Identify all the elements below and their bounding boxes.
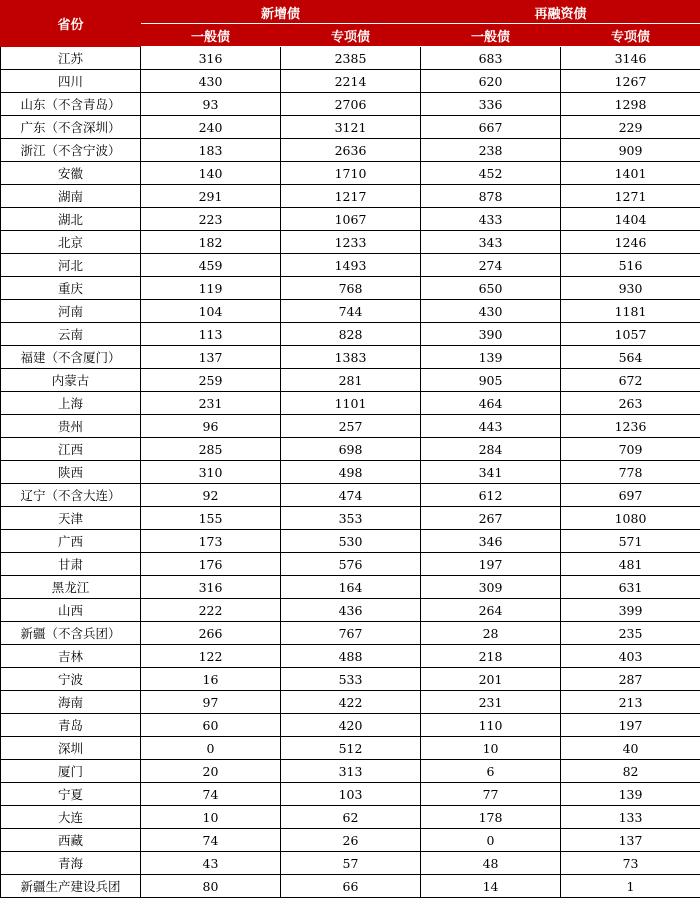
cell-new-general: 183	[141, 139, 281, 162]
table-row	[1, 852, 700, 875]
cell-re-special: 909	[561, 139, 700, 162]
cell-province: 厦门	[1, 760, 141, 783]
cell-province: 安徽	[1, 162, 141, 185]
cell-province: 河北	[1, 254, 141, 277]
cell-re-special: 73	[561, 852, 700, 875]
cell-re-general: 274	[421, 254, 561, 277]
cell-new-general: 119	[141, 277, 281, 300]
table-row	[1, 599, 700, 622]
header-re-special: 专项债	[561, 24, 700, 47]
cell-new-special: 498	[281, 461, 421, 484]
cell-new-general: 310	[141, 461, 281, 484]
cell-new-general: 240	[141, 116, 281, 139]
cell-re-special: 1057	[561, 323, 700, 346]
cell-province: 新疆（不含兵团）	[1, 622, 141, 645]
cell-re-special: 631	[561, 576, 700, 599]
cell-province: 新疆生产建设兵团	[1, 875, 141, 898]
table-row	[1, 461, 700, 484]
cell-re-general: 341	[421, 461, 561, 484]
cell-re-general: 139	[421, 346, 561, 369]
cell-re-special: 213	[561, 691, 700, 714]
cell-new-special: 164	[281, 576, 421, 599]
cell-province: 海南	[1, 691, 141, 714]
cell-new-special: 422	[281, 691, 421, 714]
cell-re-general: 10	[421, 737, 561, 760]
table-row	[1, 208, 700, 231]
cell-re-general: 336	[421, 93, 561, 116]
cell-new-special: 1383	[281, 346, 421, 369]
cell-new-special: 698	[281, 438, 421, 461]
table-row	[1, 116, 700, 139]
cell-province: 大连	[1, 806, 141, 829]
cell-province: 内蒙古	[1, 369, 141, 392]
table-row	[1, 737, 700, 760]
cell-new-general: 173	[141, 530, 281, 553]
cell-province: 福建（不含厦门）	[1, 346, 141, 369]
cell-re-general: 267	[421, 507, 561, 530]
cell-new-special: 1101	[281, 392, 421, 415]
cell-re-general: 390	[421, 323, 561, 346]
cell-new-general: 231	[141, 392, 281, 415]
table-row	[1, 300, 700, 323]
cell-new-general: 16	[141, 668, 281, 691]
cell-re-general: 201	[421, 668, 561, 691]
table-row	[1, 47, 700, 70]
cell-re-special: 564	[561, 346, 700, 369]
table-row	[1, 185, 700, 208]
cell-new-special: 474	[281, 484, 421, 507]
cell-re-special: 1236	[561, 415, 700, 438]
cell-new-general: 291	[141, 185, 281, 208]
cell-new-special: 103	[281, 783, 421, 806]
cell-new-special: 1067	[281, 208, 421, 231]
cell-new-special: 512	[281, 737, 421, 760]
cell-new-general: 459	[141, 254, 281, 277]
cell-re-general: 178	[421, 806, 561, 829]
cell-re-general: 343	[421, 231, 561, 254]
cell-new-general: 222	[141, 599, 281, 622]
cell-re-general: 346	[421, 530, 561, 553]
cell-new-special: 281	[281, 369, 421, 392]
cell-re-special: 1271	[561, 185, 700, 208]
cell-province: 浙江（不含宁波）	[1, 139, 141, 162]
cell-new-special: 66	[281, 875, 421, 898]
cell-province: 湖南	[1, 185, 141, 208]
cell-new-general: 74	[141, 829, 281, 852]
cell-new-general: 223	[141, 208, 281, 231]
cell-new-special: 57	[281, 852, 421, 875]
table-row	[1, 415, 700, 438]
cell-re-general: 284	[421, 438, 561, 461]
cell-re-general: 48	[421, 852, 561, 875]
table-row	[1, 254, 700, 277]
cell-new-general: 137	[141, 346, 281, 369]
table-body	[1, 47, 700, 898]
cell-new-general: 80	[141, 875, 281, 898]
cell-new-special: 420	[281, 714, 421, 737]
cell-new-special: 2214	[281, 70, 421, 93]
table-row	[1, 369, 700, 392]
cell-re-special: 571	[561, 530, 700, 553]
header-refinance-debt: 再融资债	[421, 1, 700, 24]
cell-province: 重庆	[1, 277, 141, 300]
table-row	[1, 93, 700, 116]
cell-province: 辽宁（不含大连）	[1, 484, 141, 507]
cell-re-general: 14	[421, 875, 561, 898]
cell-province: 江苏	[1, 47, 141, 70]
cell-re-general: 110	[421, 714, 561, 737]
cell-re-special: 697	[561, 484, 700, 507]
cell-re-general: 667	[421, 116, 561, 139]
cell-province: 云南	[1, 323, 141, 346]
cell-re-special: 82	[561, 760, 700, 783]
cell-province: 西藏	[1, 829, 141, 852]
cell-province: 江西	[1, 438, 141, 461]
cell-province: 天津	[1, 507, 141, 530]
cell-re-general: 77	[421, 783, 561, 806]
cell-re-special: 516	[561, 254, 700, 277]
table-row	[1, 507, 700, 530]
cell-re-special: 287	[561, 668, 700, 691]
cell-re-special: 672	[561, 369, 700, 392]
table-row	[1, 645, 700, 668]
cell-re-general: 620	[421, 70, 561, 93]
table-row	[1, 277, 700, 300]
cell-re-special: 235	[561, 622, 700, 645]
cell-re-special: 1181	[561, 300, 700, 323]
cell-new-general: 182	[141, 231, 281, 254]
cell-province: 河南	[1, 300, 141, 323]
cell-re-special: 139	[561, 783, 700, 806]
cell-re-special: 197	[561, 714, 700, 737]
cell-re-general: 650	[421, 277, 561, 300]
cell-new-general: 97	[141, 691, 281, 714]
cell-new-general: 10	[141, 806, 281, 829]
cell-re-general: 612	[421, 484, 561, 507]
header-province: 省份	[1, 1, 141, 47]
cell-re-general: 238	[421, 139, 561, 162]
cell-new-special: 533	[281, 668, 421, 691]
cell-province: 陕西	[1, 461, 141, 484]
table-row	[1, 783, 700, 806]
cell-province: 贵州	[1, 415, 141, 438]
cell-re-special: 1080	[561, 507, 700, 530]
cell-new-general: 60	[141, 714, 281, 737]
table-row	[1, 70, 700, 93]
cell-province: 山西	[1, 599, 141, 622]
cell-new-special: 3121	[281, 116, 421, 139]
table-row	[1, 829, 700, 852]
table-row	[1, 438, 700, 461]
cell-province: 四川	[1, 70, 141, 93]
cell-re-special: 481	[561, 553, 700, 576]
cell-new-special: 26	[281, 829, 421, 852]
cell-province: 山东（不含青岛）	[1, 93, 141, 116]
cell-new-general: 430	[141, 70, 281, 93]
cell-new-special: 1493	[281, 254, 421, 277]
cell-re-special: 1267	[561, 70, 700, 93]
cell-province: 广西	[1, 530, 141, 553]
cell-re-special: 137	[561, 829, 700, 852]
cell-re-general: 231	[421, 691, 561, 714]
cell-re-special: 403	[561, 645, 700, 668]
table-row	[1, 714, 700, 737]
cell-province: 深圳	[1, 737, 141, 760]
cell-re-general: 464	[421, 392, 561, 415]
table-row	[1, 392, 700, 415]
cell-new-special: 2706	[281, 93, 421, 116]
header-re-general: 一般债	[421, 24, 561, 47]
cell-province: 青岛	[1, 714, 141, 737]
cell-re-general: 264	[421, 599, 561, 622]
cell-province: 吉林	[1, 645, 141, 668]
cell-re-special: 1246	[561, 231, 700, 254]
cell-new-general: 316	[141, 576, 281, 599]
cell-re-special: 778	[561, 461, 700, 484]
header-new-special: 专项债	[281, 24, 421, 47]
table-row	[1, 691, 700, 714]
cell-new-general: 266	[141, 622, 281, 645]
table-row	[1, 553, 700, 576]
table-row	[1, 806, 700, 829]
cell-new-special: 576	[281, 553, 421, 576]
cell-province: 上海	[1, 392, 141, 415]
cell-re-general: 0	[421, 829, 561, 852]
cell-re-special: 930	[561, 277, 700, 300]
cell-province: 广东（不含深圳）	[1, 116, 141, 139]
cell-re-special: 709	[561, 438, 700, 461]
table-row	[1, 576, 700, 599]
table-row	[1, 622, 700, 645]
table-row	[1, 346, 700, 369]
table-row	[1, 668, 700, 691]
table-row	[1, 323, 700, 346]
cell-province: 黑龙江	[1, 576, 141, 599]
cell-new-general: 96	[141, 415, 281, 438]
cell-new-special: 1217	[281, 185, 421, 208]
table-row	[1, 530, 700, 553]
table-row	[1, 231, 700, 254]
cell-province: 北京	[1, 231, 141, 254]
cell-new-special: 767	[281, 622, 421, 645]
cell-re-general: 309	[421, 576, 561, 599]
table-row	[1, 139, 700, 162]
cell-province: 宁夏	[1, 783, 141, 806]
cell-new-general: 43	[141, 852, 281, 875]
cell-new-special: 313	[281, 760, 421, 783]
cell-province: 湖北	[1, 208, 141, 231]
table-row	[1, 875, 700, 898]
cell-new-special: 1710	[281, 162, 421, 185]
table-row	[1, 760, 700, 783]
cell-re-general: 683	[421, 47, 561, 70]
cell-new-special: 1233	[281, 231, 421, 254]
cell-re-general: 452	[421, 162, 561, 185]
cell-new-general: 74	[141, 783, 281, 806]
cell-new-general: 316	[141, 47, 281, 70]
cell-new-general: 285	[141, 438, 281, 461]
cell-re-special: 40	[561, 737, 700, 760]
cell-new-special: 62	[281, 806, 421, 829]
cell-new-special: 353	[281, 507, 421, 530]
cell-re-general: 443	[421, 415, 561, 438]
header-new-general: 一般债	[141, 24, 281, 47]
cell-province: 甘肃	[1, 553, 141, 576]
table-row	[1, 484, 700, 507]
cell-re-special: 1298	[561, 93, 700, 116]
cell-new-general: 113	[141, 323, 281, 346]
cell-re-general: 905	[421, 369, 561, 392]
cell-re-special: 133	[561, 806, 700, 829]
cell-province: 青海	[1, 852, 141, 875]
cell-new-special: 2385	[281, 47, 421, 70]
cell-new-special: 744	[281, 300, 421, 323]
cell-new-general: 122	[141, 645, 281, 668]
cell-re-special: 229	[561, 116, 700, 139]
cell-new-special: 436	[281, 599, 421, 622]
cell-new-general: 104	[141, 300, 281, 323]
cell-new-special: 257	[281, 415, 421, 438]
cell-re-general: 197	[421, 553, 561, 576]
cell-re-general: 430	[421, 300, 561, 323]
cell-re-special: 1	[561, 875, 700, 898]
cell-re-general: 6	[421, 760, 561, 783]
cell-re-special: 1404	[561, 208, 700, 231]
cell-re-general: 878	[421, 185, 561, 208]
cell-re-special: 263	[561, 392, 700, 415]
cell-new-general: 20	[141, 760, 281, 783]
cell-new-special: 530	[281, 530, 421, 553]
cell-new-special: 768	[281, 277, 421, 300]
cell-province: 宁波	[1, 668, 141, 691]
cell-new-special: 828	[281, 323, 421, 346]
cell-new-special: 2636	[281, 139, 421, 162]
cell-new-general: 155	[141, 507, 281, 530]
cell-new-general: 0	[141, 737, 281, 760]
table-row	[1, 162, 700, 185]
cell-new-general: 140	[141, 162, 281, 185]
cell-re-special: 1401	[561, 162, 700, 185]
table-header	[1, 1, 700, 47]
cell-re-special: 399	[561, 599, 700, 622]
cell-re-general: 433	[421, 208, 561, 231]
cell-new-general: 92	[141, 484, 281, 507]
header-new-debt: 新增债	[141, 1, 421, 24]
cell-new-general: 176	[141, 553, 281, 576]
cell-re-special: 3146	[561, 47, 700, 70]
cell-re-general: 218	[421, 645, 561, 668]
cell-re-general: 28	[421, 622, 561, 645]
cell-new-special: 488	[281, 645, 421, 668]
cell-new-general: 259	[141, 369, 281, 392]
cell-new-general: 93	[141, 93, 281, 116]
